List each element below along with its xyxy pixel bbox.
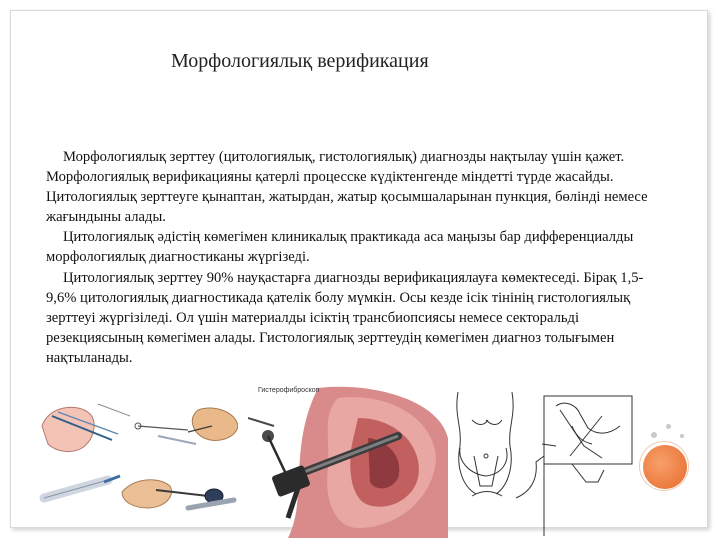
uterus-diagram: [542, 396, 632, 482]
hand-sketch-1: [188, 408, 238, 440]
torso-sketch: [457, 392, 513, 494]
grey-dot-icon: [651, 432, 657, 438]
paragraph-1: Морфологиялық зерттеу (цитологиялық, гистологиялық) диагнозды нақтылау үшін қажет. Морфологиялық верификацияны қатерлі процесске күдіктенгенде міндетті түрде жасайды. Цитологиялық зерттеуге қынаптан, жатырдан, жатыр қосымшаларынан пункция, бөлінді немесе жағындыны алады.: [46, 149, 648, 226]
line-drawing-illustrations: [452, 386, 642, 536]
brush-sketch: [44, 476, 120, 498]
instrument-sketch: [135, 423, 196, 444]
hysteroscope-illustration: [248, 378, 448, 538]
slide-title: Морфологиялық верификация: [171, 50, 429, 72]
uterus-sketch-1: [42, 404, 130, 451]
grey-dot-icon: [680, 434, 684, 438]
cytology-sampling-illustrations: [38, 396, 238, 536]
paragraph-2: Цитологиялық әдістің көмегімен клиникалық практикада аса маңызы бар дифференциалды морфологиялық диагностиканы жүргізеді.: [46, 229, 634, 266]
grey-dot-icon: [666, 424, 671, 429]
paragraph-3: Цитологиялық зерттеу 90% науқастарға диагнозды верификациялауға көмектеседі. Бірақ 1,5-9,6% цитологиялық диагностикада қателік болу мүмкін. Осы кезде ісік тінінің гистологиялық зерттеуі жүргізіледі. Ол үшін материалды ісіктің трансбиопсиясы немесе секторальді резекциясының көмегімен алады. Гистологиялық зерттеудің көмегімен диагноз толығымен нақтыланады.: [46, 269, 644, 366]
figure-caption: Гистерофиброскоп: [258, 387, 320, 394]
orange-circle-icon: [643, 445, 687, 489]
slide-body: [46, 147, 666, 368]
hand-sketch-2: [122, 480, 234, 508]
